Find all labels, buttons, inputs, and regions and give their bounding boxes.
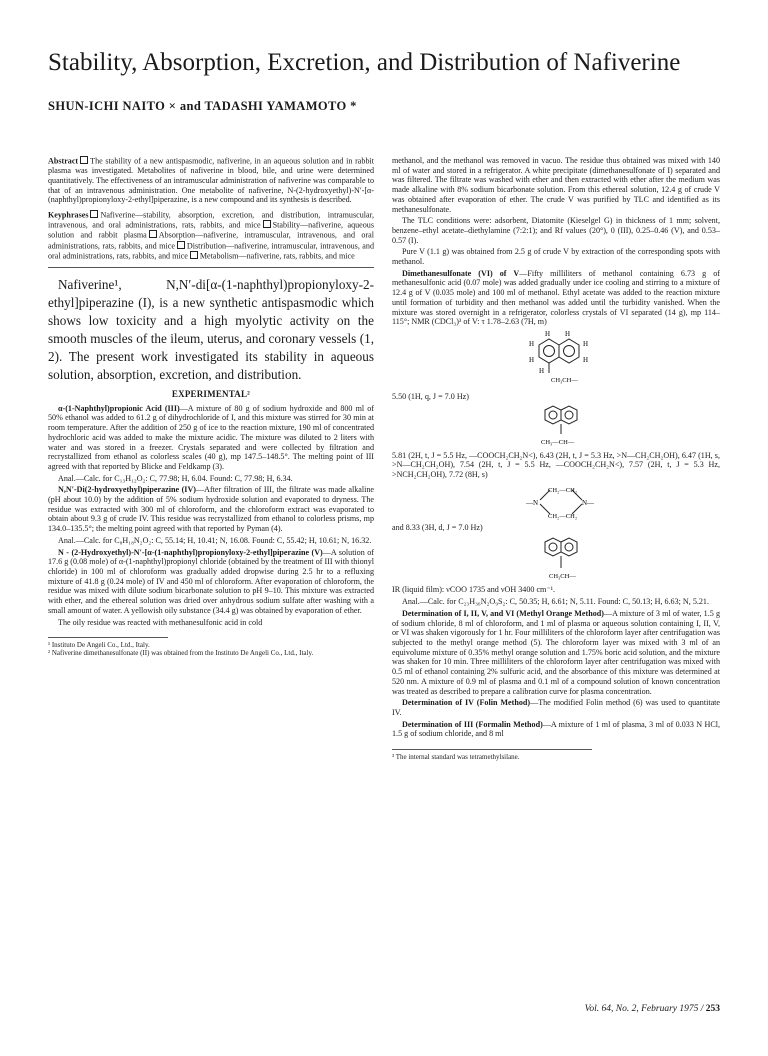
ch3ch-label: CH₃CH— <box>549 573 576 581</box>
paragraph-heading: Determination of IV (Folin Method) <box>402 698 531 708</box>
naphthalene-structure-2 <box>501 404 611 450</box>
nmr-line: 5.50 (1H, q, J = 7.0 Hz) <box>392 391 469 401</box>
abstract-text: The stability of a new antispasmodic, nafiverine, in an aqueous solution and in rabbit plasma was investigated. Metabolites of nafiverine in blood, bile, and urine were determined quantitatively. The effectiveness of an intramuscular administration of nafiverine was comparable to that of an intravenous administration. One metabolite of nafiverine, N-(2-hydroxyethyl)-N′-[α-(naphthyl)propionyloxy-2-ethyl]piperazine, is a new compound and its synthesis is described. <box>48 156 374 205</box>
paragraph-text: —A mixture of 1 ml of plasma, 3 ml of 0.033 N HCl, 1.5 g of sodium chloride, and 8 ml <box>392 719 720 739</box>
square-bullet-icon <box>149 230 157 238</box>
keyphrase-item: Distribution—nafiverine, intramuscular, intravenous, and oral administrations, rats, rabbits, and mice <box>48 241 374 261</box>
paragraph-heading: N - (2-Hydroxyethyl)-N′-[α-(1-naphthyl)propionyloxy-2-ethyl]piperazine (V) <box>58 547 323 557</box>
paragraph-text: —After filtration of III, the filtrate was made alkaline (pH about 10.0) by the addition of 5% sodium hydroxide solution and evaporated to dryness. The residue was extracted with 300 ml of chloroform, and the chloroform extract was evaporated to obtain about 9.3 g of crude IV. This residue was recrystallized from ethanol to colorless prisms, mp 134.0–135.5°; the melting point agreed with that reported by Pyman (4). <box>48 485 374 534</box>
journal-citation: Vol. 64, No. 2, February 1975 / <box>584 1004 706 1014</box>
square-bullet-icon <box>263 220 271 228</box>
footnote: ¹ Instituto De Angeli Co., Ltd., Italy. <box>48 641 150 650</box>
ch3ch-label: CH₃—CH— <box>541 438 575 446</box>
footnote-divider <box>48 637 168 638</box>
square-bullet-icon <box>190 251 198 259</box>
paragraph-heading: Determination of I, II, V, and VI (Methyl Orange Method) <box>402 608 604 618</box>
section-heading: EXPERIMENTAL² <box>171 389 251 400</box>
paragraph-text: —Fifty milliliters of methanol containing 6.73 g of methanesulfonic acid (0.07 mole) was added gradually under ice cooling and stirring to a mixture of 12.4 g of V (0.035 mole) and 100 ml of methanol. Ethyl acetate was added to the reaction mixture until formation of turbidity and then methanol was added until the turbidity vanished. When the mixture was stored overnight in a refrigerator, colorless crystals of VI separated (14 g), mp 114–115°; NMR (CDCl₃)³ of V: τ 1.78–2.63 (7H, m) <box>392 268 721 327</box>
footnote-divider <box>392 749 592 750</box>
paragraph-heading: Dimethanesulfonate (VI) of V <box>402 268 520 278</box>
paragraph <box>392 269 720 327</box>
h-label: H <box>545 329 551 338</box>
paragraph-text: —A mixture of 3 ml of water, 1.5 g of sodium chloride, 8 ml of chloroform, and 1 ml of plasma or aqueous solution containing I, II, V, or VI was shaken vigorously for 1 hr. Four milliliters of the chloroform layer after centrifugation was subjected to the methyl orange method (5). The chloroform layer was mixed with 3 ml of an equivolume mixture of 0.35% methyl orange solution and 1.75% boric acid solution, and the mixture was shaken for 10 min. Three milliliters of the chloroform layer after centrifugation was mixed with 0.5 ml of ethanol containing 2% sulfuric acid, and the absorbance of this mixture was determined at 520 nm. A mixture of 0.9 ml of plasma and 0.1 ml of a compound solution of known concentration was treated as described to prepare a calibration curve for plasma concentration. <box>392 608 720 696</box>
paragraph-text: Anal.—Calc. for C₂₃H₃₆N₂O₉S₂: C, 50.35; H, 6.61; N, 5.11. Found: C, 50.13; H, 6.63; N, 5.21. <box>402 597 710 607</box>
keyphrase-item: Nafiverine—stability, absorption, excretion, and distribution, intramuscular, intravenous, and oral administrations, rats, rabbits, and mice <box>48 210 374 230</box>
paragraph-text: Anal.—Calc. for C₁₃H₁₂O₂: C, 77.98; H, 6.04. Found: C, 77.98; H, 6.34. <box>58 473 293 483</box>
introduction: Nafiverine¹, N,N′-di[α-(1-naphthyl)propionyloxy-2-ethyl]piperazine (I), is a new synthetic antispasmodic which shows low toxicity and a high myolytic activity on the smooth muscles of the ileum, uterus, and coronary vessels (1, 2). The present work investigated its stability in aqueous solution, absorption, excretion, and distribution. <box>48 277 374 383</box>
divider <box>48 267 374 268</box>
abstract-label: Abstract <box>48 156 79 166</box>
n-label: N— <box>582 498 595 507</box>
abstract <box>48 156 374 205</box>
page-number: 253 <box>705 1004 720 1014</box>
footnote: ² Nafiverine dimethanesulfonate (II) was obtained from the Instituto De Angeli Co., Ltd., Italy. <box>48 649 314 658</box>
paragraph <box>392 597 720 607</box>
paragraph-heading: Determination of III (Formalin Method) <box>402 719 543 729</box>
paragraph-text: IR (liquid film): νCOO 1735 and νOH 3400 cm⁻¹. <box>392 585 556 595</box>
ch2-label: CH₂—CH₂ <box>548 486 578 494</box>
paragraph <box>392 720 720 739</box>
paragraph-text: The oily residue was reacted with methanesulfonic acid in cold <box>58 617 263 627</box>
paragraph-text: —A mixture of 80 g of sodium hydroxide and 800 ml of 50% ethanol was added to 61.2 g of dihydrochloride of I, and this mixture was stirred for 30 min at room temperature. After the addition of 250 g of ice to the reaction mixture, 190 ml of concentrated hydrochloric acid was added to make the mixture acidic. The mixture was diluted to 2 liters with water and was stored in a freezer. Crystals separated and were collected by filtration and recrystallized from ethanol as colorless scales (40 g), mp 147.5–148.5°. The melting point of III agreed with that reported by Blicke and Feldkamp (3). <box>48 403 374 471</box>
paragraph <box>48 485 374 534</box>
synthesis-body <box>392 156 720 327</box>
paragraph-heading: α-(1-Naphthyl)propionic Acid (III) <box>58 403 180 413</box>
page-title: Stability, Absorption, Excretion, and Distribution of Nafiverine <box>48 49 681 76</box>
paragraph <box>392 698 720 717</box>
footnote: ³ The internal standard was tetramethylsilane. <box>392 753 520 762</box>
experimental-body <box>48 404 374 627</box>
paragraph-text: The TLC conditions were: adsorbent, Diatomite (Kieselgel G) in thickness of 1 mm; solvent, benzene–ethyl acetate–diethylamine (7:2:1); and Rf values (20°), 0 (III), 0.25–0.46 (V), and 0.53–0.57 (I). <box>392 216 720 245</box>
n-label: —N <box>526 498 539 507</box>
paragraph <box>392 247 720 266</box>
paragraph <box>392 216 720 245</box>
h-label: H <box>529 355 535 364</box>
paragraph <box>48 404 374 472</box>
authors: SHUN-ICHI NAITO × and TADASHI YAMAMOTO * <box>48 99 357 113</box>
paragraph-text: —A solution of 17.6 g (0.08 mole) of α-(1-naphthyl)propionyl chloride (obtained by the treatment of III with thionyl chloride) in 100 ml of chloroform was gradually added dropwise during 2.5 hr to a refluxing mixture of 41.8 g (0.24 mole) of IV and 450 ml of chloroform. After evaporation of chloroform, the residue was mixed with dilute sodium bicarbonate solution to pH 9–10. This mixture was extracted with ether, and the ethereal solution was dried over anhydrous sodium sulfate after washing with a small amount of water. A yellowish oily substance (34.4 g) was obtained by evaporation of ether. <box>48 547 374 615</box>
h-label: H <box>565 329 571 338</box>
h-label: H <box>529 339 535 348</box>
paragraph-text: Anal.—Calc. for C₈H₁₈N₂O₂: C, 55.14; H, 10.41; N, 16.08. Found: C, 55.42; H, 10.61; N, 16.32. <box>58 535 372 545</box>
keyphrase-item: Absorption—nafiverine, intramuscular, intravenous, and oral administrations, rats, rabbits, and mice <box>48 230 374 251</box>
paragraph-heading: N,N′-Di(2-hydroxyethyl)piperazine (IV) <box>58 485 196 495</box>
ch3ch-label: CH₃CH— <box>551 376 578 384</box>
nmr-line: and 8.33 (3H, d, J = 7.0 Hz) <box>392 522 483 532</box>
journal-footer <box>585 1004 720 1014</box>
paragraph <box>48 548 374 616</box>
naphthalene-structure-3 <box>501 534 611 584</box>
square-bullet-icon <box>80 156 88 164</box>
h-label: H <box>583 339 589 348</box>
paragraph <box>392 156 720 214</box>
h-label: H <box>539 366 545 375</box>
h-label: H <box>583 355 589 364</box>
square-bullet-icon <box>177 241 185 249</box>
paragraph <box>48 474 374 484</box>
paragraph <box>392 609 720 696</box>
keyphrases-label: Keyphrases <box>48 210 89 220</box>
paragraph <box>392 585 720 595</box>
keyphrases <box>48 210 374 261</box>
keyphrase-item: Stability—nafiverine, aqueous solution and rabbit plasma <box>48 220 374 240</box>
left-column <box>48 156 374 658</box>
nmr-line: 5.81 (2H, t, J = 5.5 Hz, —COOCH₂CH₂N<), 6.43 (2H, t, J = 5.3 Hz, >N—CH₂CH₂OH), 6.47 (1H, s, >N—CH₂CH₂OH), 7.54 (2H, t, J = 5.5 Hz, —COOCH₂CH₂N<), 7.57 (2H, t, J = 5.3 Hz, >NCH₂CH₂OH), 7.72 (8H, s) <box>392 450 720 480</box>
paragraph-text: Pure V (1.1 g) was obtained from 2.5 g of crude V by extraction of the corresponding spots with methanol. <box>392 247 720 267</box>
piperazine-structure <box>496 482 616 522</box>
footnotes <box>48 641 374 657</box>
naphthalene-structure-1 <box>501 329 611 391</box>
right-column <box>392 156 720 761</box>
determination-body <box>392 585 720 739</box>
keyphrase-item: Metabolism—nafiverine, rats, rabbits, and mice <box>199 251 355 261</box>
paragraph <box>48 618 374 628</box>
paragraph-text: —The modified Folin method (6) was used to quantitate IV. <box>392 698 721 717</box>
paragraph-text: methanol, and the methanol was removed in vacuo. The residue thus obtained was mixed with 140 ml of water and stored in a refrigerator. A white precipitate (dimethanesulfonate of I) separated and was filtered. The filtrate was washed with ether and then extracted with ether after the medium was made alkaline with 8% sodium bicarbonate solution. From this ethereal solution, 12.4 g of crude V was obtained after evaporation of ether. The crude V was purified by TLC and identified as its methanesulfonate. <box>392 156 720 214</box>
square-bullet-icon <box>90 210 98 218</box>
ch2-label: CH₂—CH₂ <box>548 512 578 520</box>
paragraph <box>48 536 374 546</box>
